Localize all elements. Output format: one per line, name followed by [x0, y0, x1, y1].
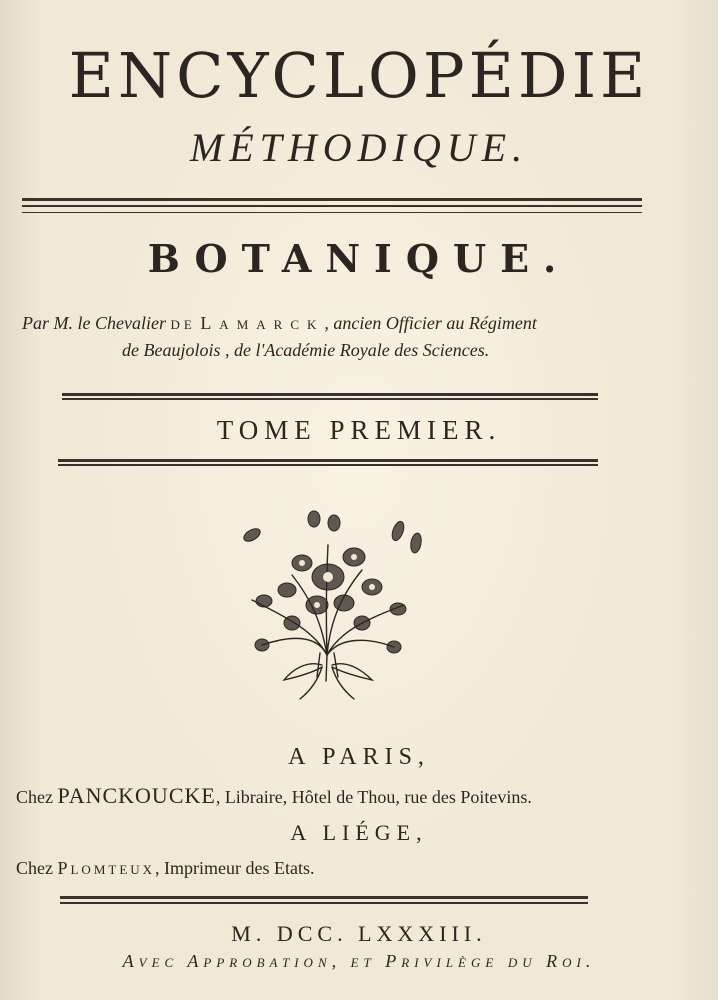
divider-rule	[62, 393, 598, 400]
imprint-publisher-paris	[16, 784, 532, 809]
floral-bouquet-ornament	[222, 505, 432, 705]
imprint-city-liege: A LIÉGE,	[290, 820, 428, 845]
divider-rule	[60, 896, 588, 904]
work-title: ENCYCLOPÉDIE	[68, 39, 650, 112]
author-line-1	[22, 311, 537, 335]
divider-rule	[58, 459, 598, 466]
imprint-publisher-liege	[16, 856, 315, 880]
author-affiliation: de Beaujolois , de l'Académie Royale des Sciences.	[122, 340, 490, 360]
author-suffix: , ancien Officier au Régiment	[324, 313, 537, 333]
publisher-name: Plomteux	[57, 858, 156, 878]
author-surname: Lamarck	[200, 313, 325, 333]
divider-rule-thin	[22, 212, 642, 213]
author-particle: de	[170, 313, 196, 333]
royal-privilege: Avec Approbation, et Privilège du Roi.	[122, 951, 596, 971]
publisher-prefix: Chez	[16, 787, 53, 807]
work-subtitle: MÉTHODIQUE.	[189, 125, 529, 170]
author-line-2	[122, 338, 489, 362]
volume-label: TOME PREMIER.	[216, 415, 502, 445]
publisher-address: , Libraire, Hôtel de Thou, rue des Poitevins.	[215, 787, 532, 807]
section-title: BOTANIQUE.	[147, 236, 571, 281]
publisher-name: PANCKOUCKE	[57, 783, 216, 808]
divider-rule	[22, 198, 642, 207]
imprint-city-paris: A PARIS,	[288, 744, 430, 770]
publication-date: M. DCC. LXXXIII.	[231, 921, 487, 946]
publisher-prefix: Chez	[16, 858, 53, 878]
author-prefix: Par M. le Chevalier	[22, 313, 166, 333]
publisher-address: , Imprimeur des Etats.	[155, 858, 315, 878]
